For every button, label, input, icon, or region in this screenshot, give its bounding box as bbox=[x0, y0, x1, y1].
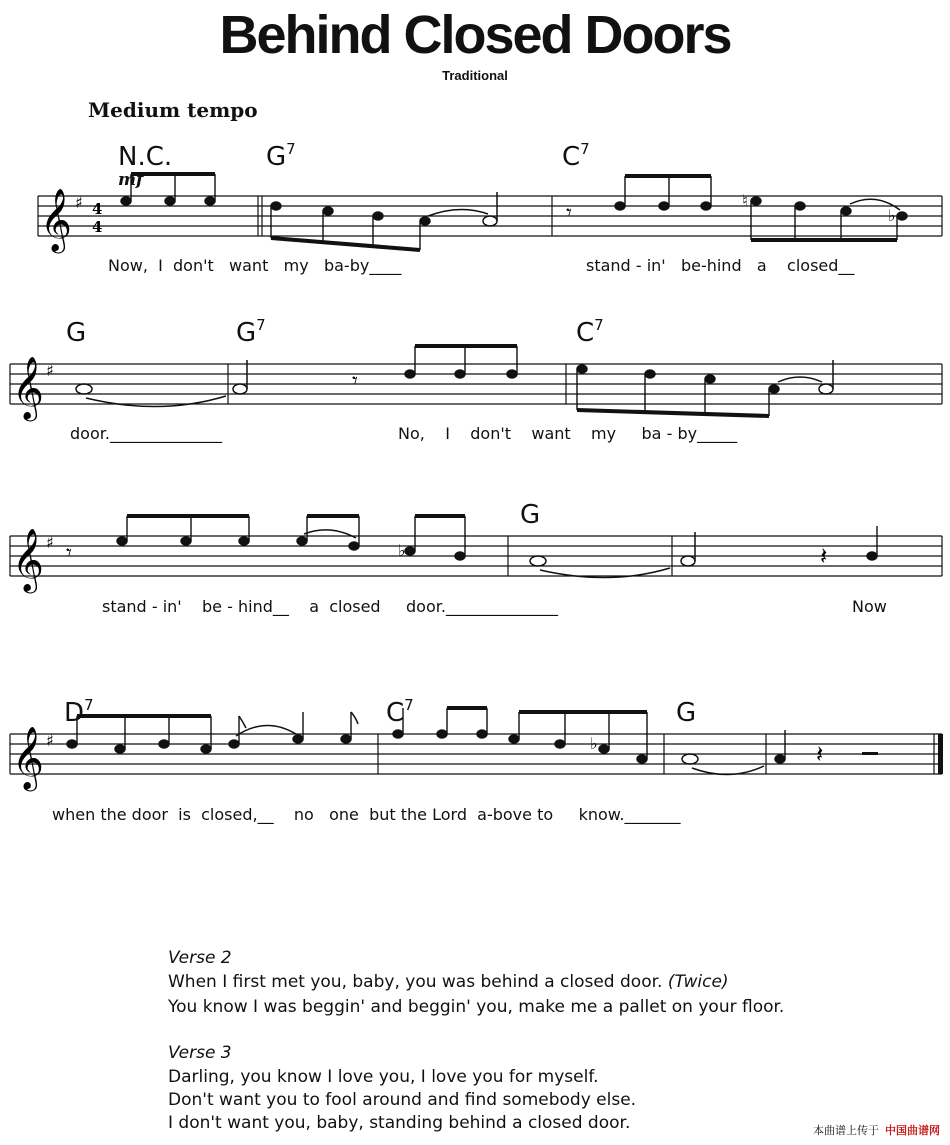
flat-icon: ♭ bbox=[398, 541, 406, 560]
sharp-icon: ♯ bbox=[46, 361, 54, 380]
quarter-rest-icon: 𝄽 bbox=[820, 542, 828, 570]
chord-symbol: $G^7$ bbox=[266, 140, 296, 172]
verse-line: Darling, you know I love you, I love you for myself. bbox=[168, 1067, 599, 1087]
verse-line: You know I was beggin' and beggin' you, make me a pallet on your floor. bbox=[168, 997, 785, 1017]
eighth-rest-icon: 𝄾 bbox=[352, 369, 358, 394]
lyric-line: stand - in' be-hind a closed__ bbox=[586, 256, 855, 275]
lyric-line: when the door is closed,__ no one but the Lord a-bove to know._______ bbox=[52, 805, 681, 824]
chord-symbol: $C^7$ bbox=[562, 140, 590, 172]
sharp-icon: ♯ bbox=[46, 731, 54, 750]
upload-note: 本曲谱上传于 bbox=[813, 1124, 879, 1137]
verse-heading: Verse 3 bbox=[168, 1043, 232, 1063]
sharp-icon: ♯ bbox=[46, 533, 54, 552]
chord-symbol: N.C. bbox=[118, 142, 173, 172]
composer-credit: Traditional bbox=[442, 68, 508, 83]
natural-icon: ♮ bbox=[742, 191, 748, 210]
chord-symbol: $G^7$ bbox=[236, 316, 266, 348]
lyric-line: Now, I don't want my ba-by____ bbox=[108, 256, 402, 275]
eighth-rest-icon: 𝄾 bbox=[566, 201, 572, 226]
chord-symbol: $C^7$ bbox=[576, 316, 604, 348]
eighth-rest-icon: 𝄾 bbox=[66, 541, 72, 566]
flat-icon: ♭ bbox=[888, 206, 896, 225]
lyric-line: door.______________ bbox=[70, 424, 222, 443]
verse-line: I don't want you, baby, standing behind a closed door. bbox=[168, 1113, 631, 1133]
sharp-icon: ♯ bbox=[75, 193, 83, 212]
chord-symbol: G bbox=[676, 698, 697, 728]
song-title: Behind Closed Doors bbox=[219, 5, 731, 65]
verse-heading: Verse 2 bbox=[168, 948, 232, 968]
dynamic-marking: mf bbox=[118, 170, 144, 190]
chord-symbol: G bbox=[520, 500, 541, 530]
treble-clef-icon: 𝄞 bbox=[12, 356, 44, 419]
lyric-line: Now bbox=[852, 597, 887, 616]
chord-symbol: $D^7$ bbox=[64, 696, 94, 728]
treble-clef-icon: 𝄞 bbox=[12, 528, 44, 591]
music-staff-2 bbox=[0, 352, 950, 432]
music-staff-4 bbox=[0, 722, 950, 802]
svg-text:4: 4 bbox=[92, 218, 103, 236]
upload-footer bbox=[813, 1122, 940, 1138]
tempo-marking: Medium tempo bbox=[88, 98, 258, 122]
lyric-line: stand - in' be - hind__ a closed door.______________ bbox=[102, 597, 558, 616]
svg-text:4: 4 bbox=[92, 200, 103, 218]
verse-line: Don't want you to fool around and find somebody else. bbox=[168, 1090, 637, 1110]
chord-symbol: $C^7$ bbox=[386, 696, 414, 728]
chord-symbol: G bbox=[66, 318, 87, 348]
flat-icon: ♭ bbox=[590, 734, 598, 753]
music-staff-3 bbox=[0, 524, 950, 604]
treble-clef-icon: 𝄞 bbox=[40, 188, 72, 251]
music-staff-1 bbox=[0, 180, 950, 260]
lyric-line: No, I don't want my ba - by_____ bbox=[398, 424, 738, 443]
half-rest-icon bbox=[862, 752, 878, 755]
quarter-rest-icon: 𝄽 bbox=[816, 740, 824, 768]
verse-line: When I first met you, baby, you was behind a closed door. (Twice) bbox=[168, 972, 729, 992]
treble-clef-icon: 𝄞 bbox=[12, 726, 44, 789]
site-name[interactable]: 中国曲谱网 bbox=[885, 1124, 940, 1137]
